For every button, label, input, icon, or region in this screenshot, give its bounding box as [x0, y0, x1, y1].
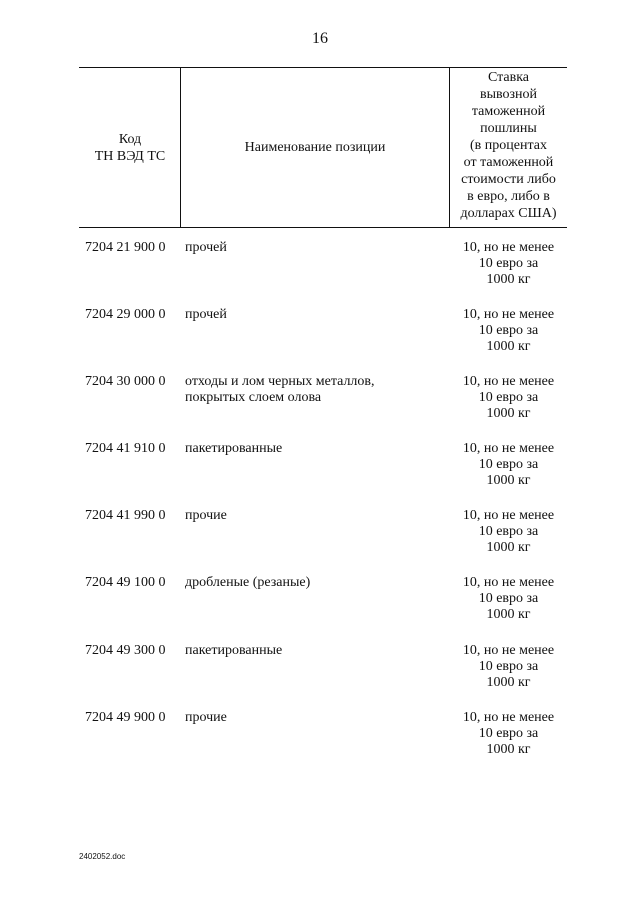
table-top-rule — [79, 67, 567, 68]
row-rate — [450, 575, 567, 623]
row-rate-line: 10 евро за — [478, 726, 539, 741]
row-code: 7204 29 000 0 — [85, 307, 166, 322]
row-rate-line: 1000 кг — [486, 272, 531, 287]
document-filename: 2402052.doc — [79, 852, 126, 861]
header-rate-line: долларах США) — [460, 206, 557, 221]
row-rate — [450, 508, 567, 556]
header-rate-line: (в процентах — [470, 138, 547, 153]
row-rate — [450, 307, 567, 355]
row-name — [185, 575, 445, 591]
row-code: 7204 49 900 0 — [85, 710, 166, 725]
row-rate-line: 10, но не менее — [462, 307, 555, 322]
table-row — [0, 240, 640, 300]
header-code-line: Код — [118, 132, 142, 147]
row-rate-line: 1000 кг — [486, 742, 531, 757]
row-name-line: дробленые (резаные) — [185, 575, 311, 590]
row-name-line: отходы и лом черных металлов, — [185, 374, 375, 389]
row-rate-line: 10 евро за — [478, 323, 539, 338]
row-rate — [450, 710, 567, 758]
row-name-line: пакетированные — [185, 441, 283, 456]
row-rate — [450, 240, 567, 288]
row-name — [185, 508, 445, 524]
row-name-line: прочие — [185, 710, 227, 725]
row-code: 7204 41 910 0 — [85, 441, 166, 456]
row-rate — [450, 441, 567, 489]
row-name — [185, 240, 445, 256]
row-rate-line: 10 евро за — [478, 457, 539, 472]
header-code — [80, 131, 180, 165]
row-rate-line: 10 евро за — [478, 256, 539, 271]
header-rate-line: от таможенной — [463, 155, 554, 170]
header-rate-line: стоимости либо — [461, 172, 556, 187]
header-rate-line: вывозной — [479, 87, 538, 102]
table-header-rule — [79, 227, 567, 228]
row-name — [185, 710, 445, 726]
header-rate — [450, 69, 567, 222]
row-name-line: прочей — [185, 307, 227, 322]
header-rate-line: в евро, либо в — [467, 189, 550, 204]
header-code-line: ТН ВЭД ТС — [94, 149, 166, 164]
row-rate-line: 1000 кг — [486, 339, 531, 354]
row-rate-line: 10 евро за — [478, 524, 539, 539]
header-rate-line: таможенной — [471, 104, 546, 119]
row-rate-line: 10 евро за — [478, 390, 539, 405]
row-rate-line: 10, но не менее — [462, 575, 555, 590]
row-code: 7204 49 100 0 — [85, 575, 166, 590]
row-rate — [450, 643, 567, 691]
row-name-line: прочие — [185, 508, 227, 523]
row-rate — [450, 374, 567, 422]
row-name-line: покрытых слоем олова — [185, 390, 322, 405]
table-row — [0, 307, 640, 367]
table-row — [0, 374, 640, 434]
header-rate-line: пошлины — [480, 121, 537, 136]
row-rate-line: 10, но не менее — [462, 643, 555, 658]
table-row — [0, 575, 640, 635]
row-rate-line: 10, но не менее — [462, 710, 555, 725]
row-rate-line: 1000 кг — [486, 473, 531, 488]
row-rate-line: 1000 кг — [486, 540, 531, 555]
row-rate-line: 1000 кг — [486, 607, 531, 622]
row-code: 7204 41 990 0 — [85, 508, 166, 523]
row-name — [185, 441, 445, 457]
row-name — [185, 374, 445, 406]
header-name: Наименование позиции — [244, 140, 386, 155]
row-rate-line: 1000 кг — [486, 406, 531, 421]
row-name — [185, 307, 445, 323]
page-number: 16 — [312, 30, 328, 47]
table-row — [0, 441, 640, 501]
table-row — [0, 508, 640, 568]
row-rate-line: 1000 кг — [486, 675, 531, 690]
row-code: 7204 49 300 0 — [85, 643, 166, 658]
row-code: 7204 21 900 0 — [85, 240, 166, 255]
row-rate-line: 10 евро за — [478, 591, 539, 606]
row-code: 7204 30 000 0 — [85, 374, 166, 389]
table-row — [0, 710, 640, 770]
header-rate-line: Ставка — [487, 70, 530, 85]
row-rate-line: 10, но не менее — [462, 374, 555, 389]
table-row — [0, 643, 640, 703]
row-rate-line: 10, но не менее — [462, 441, 555, 456]
row-name — [185, 643, 445, 659]
row-name-line: пакетированные — [185, 643, 283, 658]
row-rate-line: 10 евро за — [478, 659, 539, 674]
row-name-line: прочей — [185, 240, 227, 255]
row-rate-line: 10, но не менее — [462, 508, 555, 523]
row-rate-line: 10, но не менее — [462, 240, 555, 255]
